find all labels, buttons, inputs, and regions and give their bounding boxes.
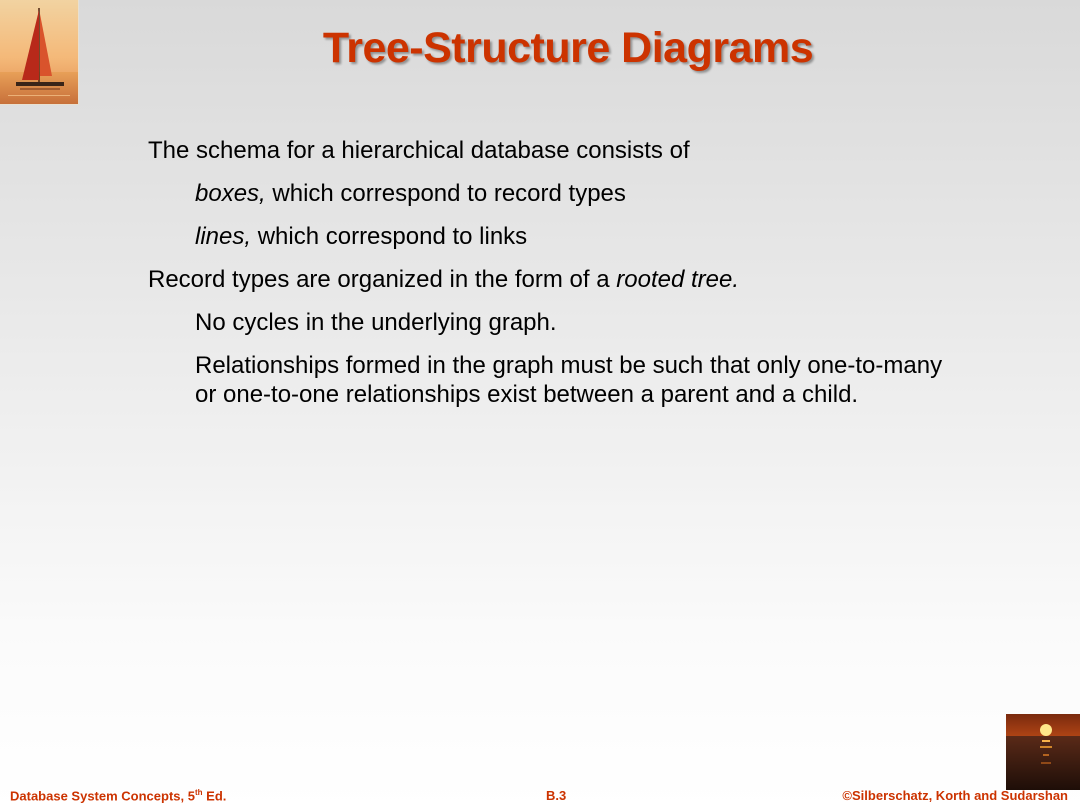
bullet-text: lines,: [195, 223, 252, 250]
footer-slide-number: B.3: [546, 788, 567, 803]
footer-book-title: [10, 788, 226, 808]
bullet-level-2: [195, 222, 968, 251]
bullet-level-1: [148, 136, 968, 165]
bullet-level-1: [148, 265, 968, 294]
sunset-image: [1006, 714, 1080, 790]
footer-edition-suffix: th: [194, 788, 203, 797]
bullet-text: boxes,: [195, 180, 266, 207]
bullet-level-2: [195, 179, 968, 208]
bullet-level-2: [195, 351, 968, 409]
slide-content: [148, 136, 968, 423]
bullet-text: The schema for a hierarchical database consists of: [148, 137, 690, 164]
bullet-text: No cycles in the underlying graph.: [195, 309, 557, 336]
footer-edition-text: Ed.: [202, 788, 227, 804]
bullet-text: which correspond to links: [251, 223, 528, 250]
bullet-text: which correspond to record types: [265, 180, 626, 207]
footer-book-title-text: Database System Concepts, 5: [10, 788, 195, 804]
bullet-text: Record types are organized in the form of a: [148, 266, 617, 293]
bullet-text: rooted tree.: [616, 266, 739, 293]
slide-title: Tree-Structure Diagrams: [322, 24, 814, 72]
bullet-level-2: [195, 308, 968, 337]
footer-copyright: ©Silberschatz, Korth and Sudarshan: [842, 788, 1068, 803]
bullet-text: Relationships formed in the graph must be such that only one-to-many or one-to-one relationships exist between a parent and a child.: [195, 352, 943, 408]
